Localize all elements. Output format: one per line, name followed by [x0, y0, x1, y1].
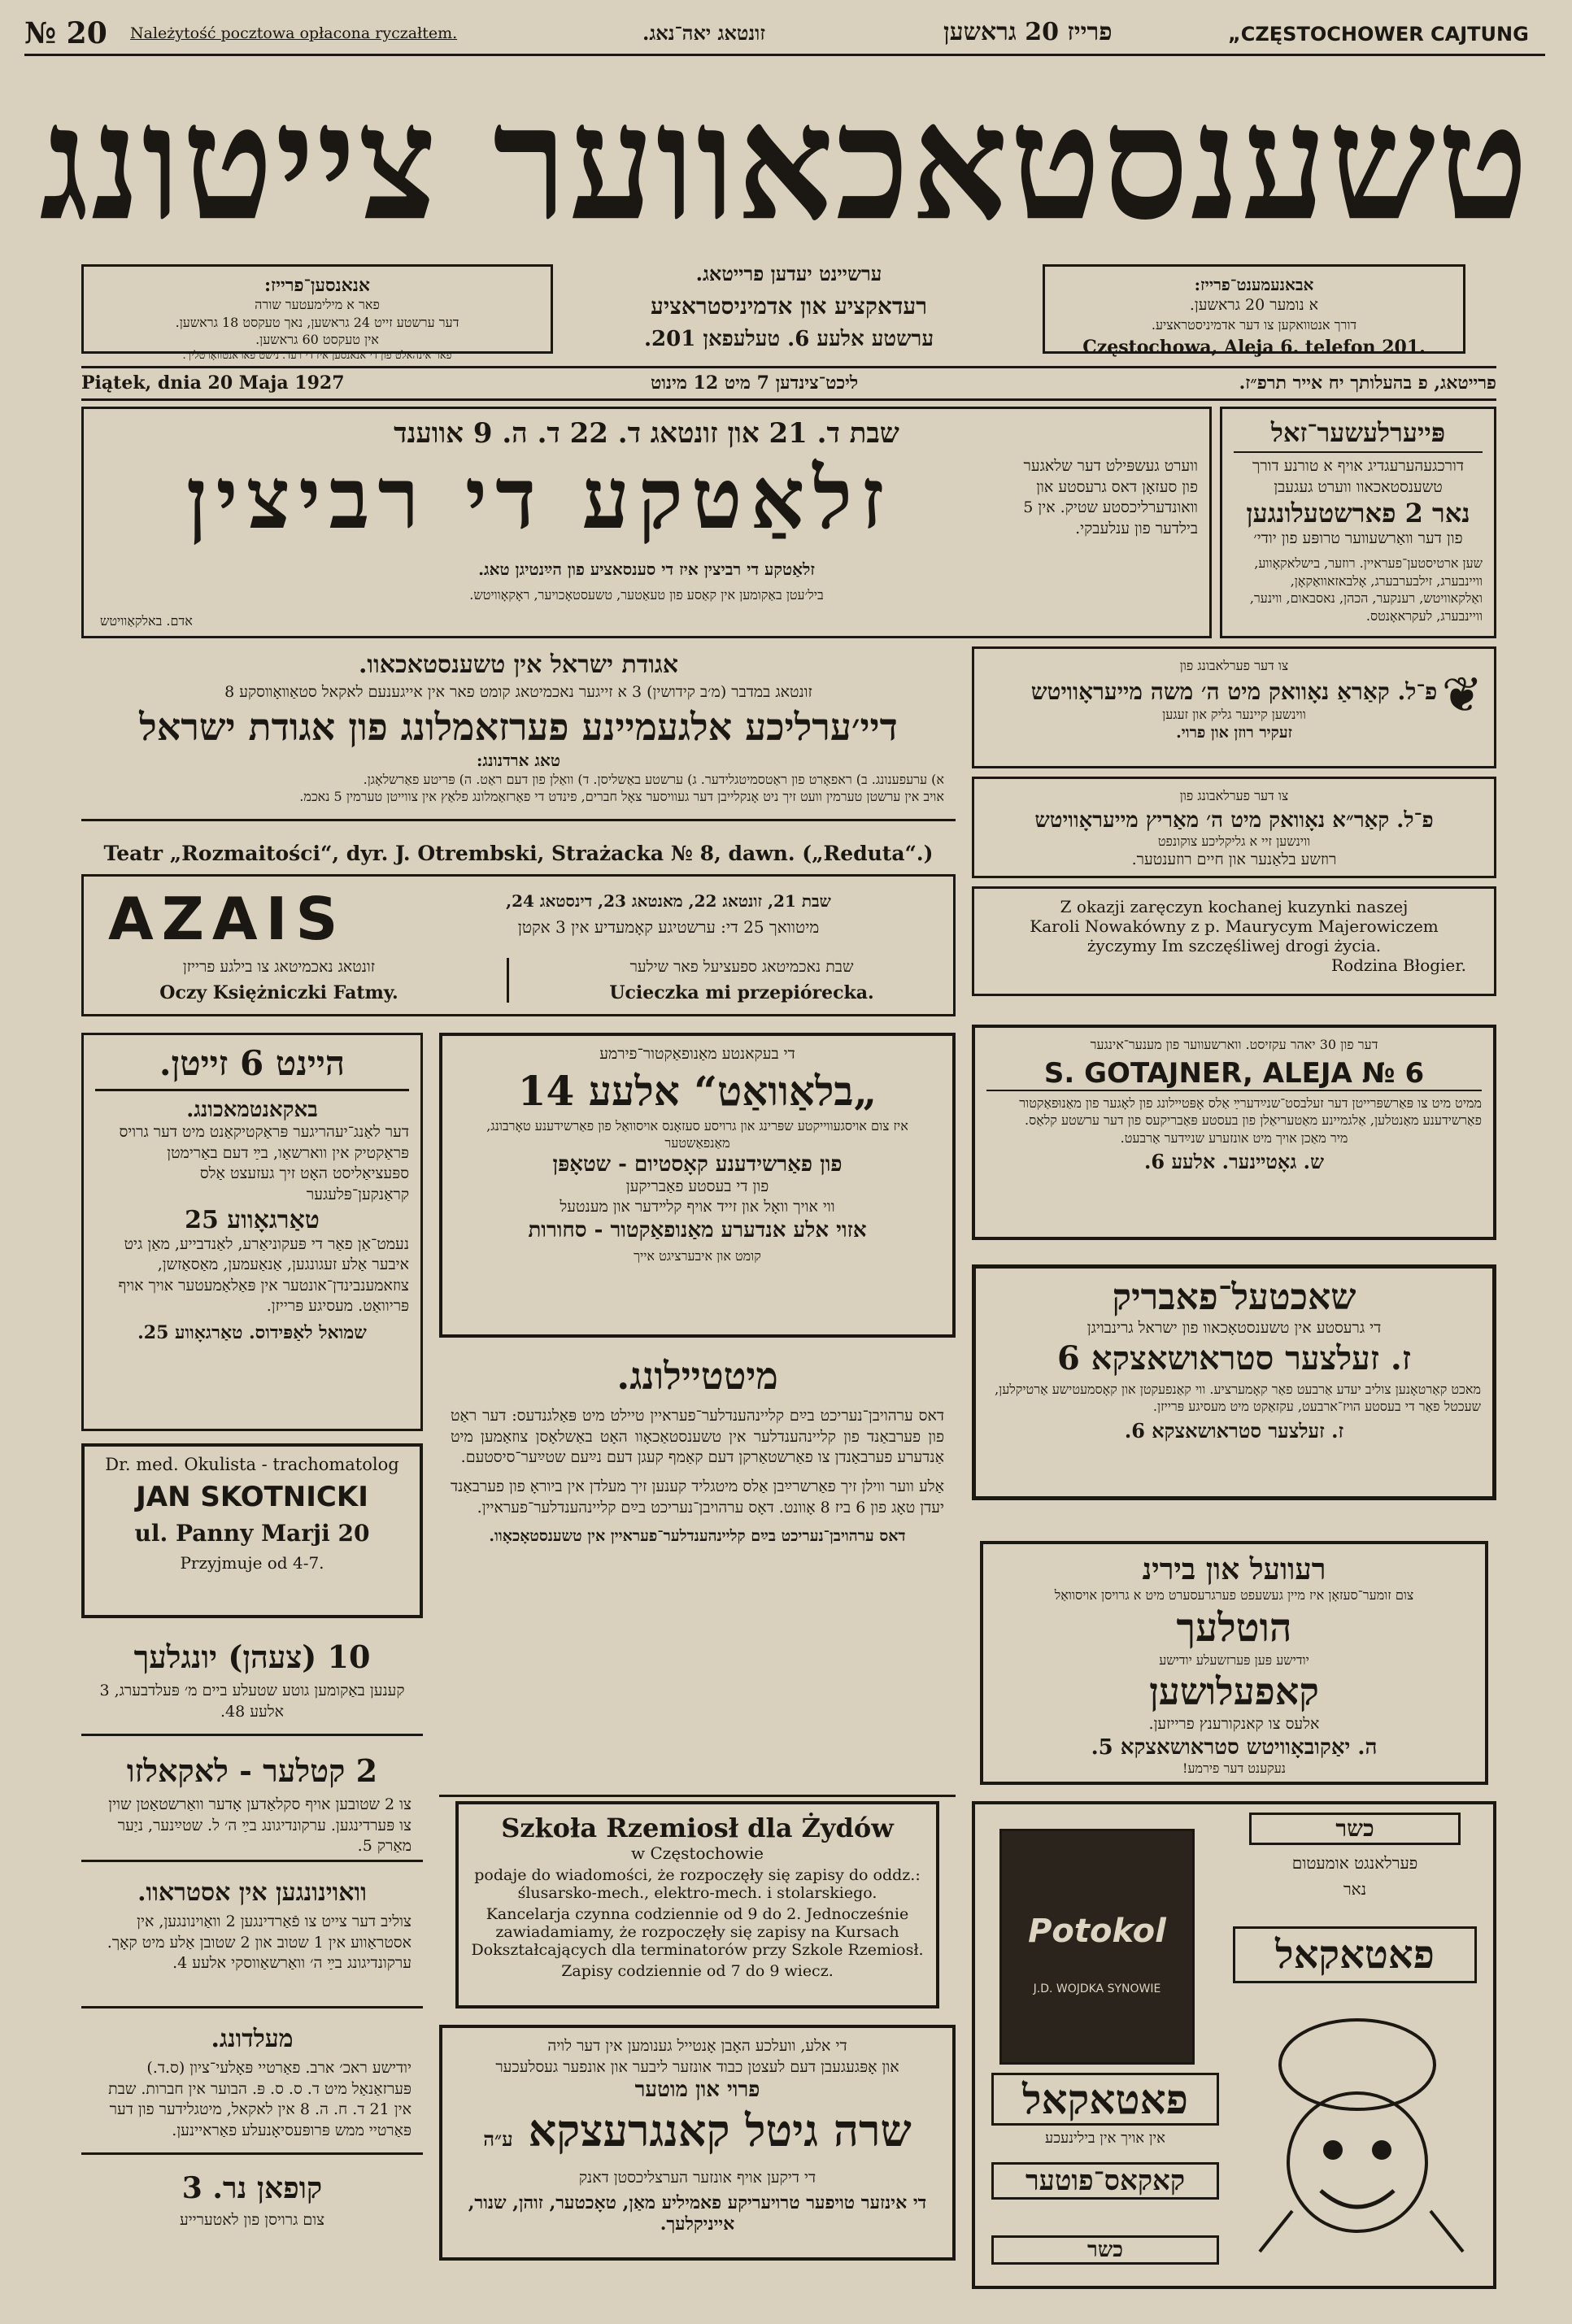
announcement-body: יודישע ראכ׳ ארב. פאַרטיי פּאָלעי־ציון (ס.ד.) פּערזאַנאַל מיט ד. ס. ס. פּ. הבוער אין חברות. שבת אין 21 ד. ח. ה. 8 אין לאקאל, מיטגלידער פון דער פּאַרטיי ממש פּרופּעסיאָנעלע פאַראיינען.	[108, 2059, 412, 2139]
date-hebrew: פרייטאג, פ בהעלותך יח אייר תרפ״ז.	[1239, 372, 1496, 394]
wine-brand-2: קאפעלושען	[1149, 1669, 1319, 1714]
theatre-title: AZAIS	[108, 885, 346, 953]
coupon-title: קופאן נר. 3	[181, 2171, 323, 2205]
clothing-line-3: פון די בעסטע פאַבריקען	[625, 1177, 769, 1195]
memorial-thanks: די דיקען אויף אונזער הערצליכסטן דאנק	[578, 2169, 816, 2187]
coupon-ad	[81, 2163, 423, 2252]
wine-body: צום זומער־סעזאָן איז מיין געשעפט פערגרעסערט מיט א גרויסן אויסוואַל	[1054, 1587, 1414, 1603]
ad-prices-box	[81, 264, 553, 362]
engagement-1-names: פ־ל. קאַראַ נאָוואק מיט ה׳ משה מייעראָוויטש	[1030, 677, 1438, 705]
school-body: podaje do wiadomości, że rozpoczęły się zapisy do oddz.: ślusarsko-mech., elektro-mech. i stolarskiego.	[474, 1866, 921, 1902]
memorial-name	[454, 2102, 941, 2168]
doctor-address: ul. Panny Marji 20	[134, 1520, 370, 1547]
announcement-ad	[81, 2017, 423, 2155]
school-ad	[455, 1801, 939, 2008]
cocoa-brand-right: פאטאקאל	[1233, 1926, 1477, 1983]
tailors-body: צו 2 שטובען אויף סקלאַדען אָדער וואַרשטאַטן שוין צו פּערדינגען. ערקונדיגונג בײַ ה׳ ל. שטײַנער, ניַער מאַרק 5.	[108, 1795, 412, 1856]
apartments-title: וואוינונגען אין אסטראוו.	[137, 1878, 367, 1907]
mitteilung-title: מיטטיילונג.	[616, 1354, 778, 1398]
clothing-footer: קומט און איבערציגט אייך	[634, 1248, 761, 1264]
date-rule-bottom	[81, 398, 1496, 401]
clothing-title: „בלאַוואַט“ אלעע 14	[517, 1066, 877, 1115]
theatre-dates: שבת 21, זונטאג 22, מאנטאג 23, דינסטאג 24,	[506, 891, 831, 911]
subtitle: ערשיינט יעדען פרייטאג.	[695, 262, 882, 285]
gotajner-name: S. GOTAJNER, ALEJA № 6	[986, 1057, 1482, 1091]
theatre-dates-2: מיטוואך 25 די: ערשטיגע קאָמעדיע אין 3 אקטן	[517, 917, 820, 937]
theatre-name: Teatr „Rozmaitości“, dyr. J. Otrembski, Strażacka № 8, dawn. („Reduta“.)	[103, 842, 934, 865]
masthead-title: טשענסטאכאווער צייטונג	[39, 68, 1531, 256]
wine-brand-1: הוטלעך	[1176, 1604, 1292, 1651]
today-address: טאַרגאָווע 25	[185, 1205, 320, 1234]
engagement-2-names: פ־ל. קאַר״א נאָוואק מיט ה׳ מאַריץ מייעראָוויטש	[1034, 807, 1434, 833]
tailors-ad	[81, 1744, 423, 1862]
theatre-ad	[81, 874, 956, 1016]
memorial-line-3: פרוי און מוטער	[634, 2078, 760, 2103]
issue-number: № 20	[24, 16, 107, 50]
school-hours: Zapisy codziennie od 7 do 9 wiecz.	[561, 1962, 834, 1980]
doctor-line-1: Dr. med. Okulista - trachomatolog	[105, 1455, 399, 1474]
postal-note: Należytość pocztowa opłacona ryczałtem.	[130, 24, 458, 42]
pearl-hall-sub: פון דער װאַרשעװער טרופּע פון יודי׳	[1253, 529, 1463, 548]
theatre-header	[81, 842, 956, 874]
coupon-body: צום גרויסן פון לאטערייע	[179, 2211, 325, 2229]
ad-prices-line-3: אין טעקסט 60 גראשען.	[255, 332, 379, 348]
engagement-1-wish: ווינשען קיינער גליק און זעגען	[1162, 706, 1306, 722]
today-body: דער לאַנג־יעהריגער פּראַקטיקאַנט מיט דער גרויס פּראַקטיק אין ווארשאַו, בײַ דעם באַרימטן ספּעציאַליסט האָט זיך געזעצט אַלס קראַנקען־פּלעגער	[119, 1123, 409, 1203]
pearl-hall-main: נאר 2 פארשטעלונגען	[1246, 498, 1470, 529]
engagement-2-wish: ווינשען זיי א גליקליכע צוקונפט	[1157, 833, 1311, 849]
clothing-body: איז צום אויסגעווייקטע שפּרינג און גרויסע סעזאָנס אויסוואַל פון פאַרשידענע טאָרבונג, מאַנפאַשטער	[486, 1117, 908, 1151]
today-announcement	[81, 1033, 423, 1431]
zlatke-cast: ביל׳עטן באַקומען אין קאַסע פון טעאַטער, טשעסטאָכויער, ראָקאָוויטש.	[469, 587, 824, 603]
memorial-line-2: און אָפּגעגעבן דעם לעצטן כבוד אונזער ליבער און אונפער געסלעכער	[495, 2057, 899, 2076]
engagement-2-small: צו דער פערלאבונג פון	[1179, 788, 1289, 803]
engagement-2-from: רוזשע בלאַנער און חיים רוזענטער.	[1131, 851, 1337, 869]
date-line	[81, 369, 1496, 398]
wine-body-2: יודישע פּען פּערזשעלע יודישע	[1159, 1652, 1309, 1668]
theatre-right-he: שבת נאכמיטאג ספעציעל פאר שילער	[629, 958, 854, 976]
engagement-pl-line-2: Karoli Nowakówny z p. Maurycym Majerowiczem	[1030, 916, 1439, 936]
top-strip	[24, 15, 1545, 52]
cocoa-brand-left: פאטאקאל	[991, 2073, 1219, 2126]
cocoa-sub: אין אויך אין בילינעכע	[1045, 2130, 1165, 2147]
gotajner-sign: ש. גאָטײנער. אלעע 6.	[1144, 1150, 1324, 1174]
date-latin: Piątek, dnia 20 Maja 1927	[81, 372, 345, 394]
today-body-2: נעמט־אַן פאַר די פּעקוניאַרע, לאַנדבייע, מאַן גיט איבער אַלע זעגונגען, אַנאַעמען, מאַסאַזשן, צוזאמענבינדן־אונטער אין פּאַלאַמעטער אויך אויף פּריוואַט. מעסיגע פּרייזן.	[118, 1234, 409, 1316]
clothing-line-5: אזוי אלע אנדערע מאַנופאַקטור - סחורות	[528, 1218, 867, 1243]
box-factory-name: ז. זעלצער סטראושאצקא 6	[1057, 1338, 1411, 1377]
subscription-line-2: דורך אנטוואקען צו דער אדמיניסטראציע.	[1151, 316, 1357, 333]
zlatke-side: ווערט געשפּילט דער שלאגער פון סעזאָן דאס גרעסטע און װאונדערליכסטע שטיק. אין 5 בילדער פון ענלעבקי.	[1023, 457, 1198, 537]
announcement-title: מעלדונג.	[211, 2025, 294, 2053]
candle-lighting: ליכט־צינדען 7 מיט 12 מינוט	[651, 372, 859, 394]
ad-prices-title: אנאנסען־פרייז:	[263, 275, 371, 296]
doctor-name: JAN SKOTNICKI	[136, 1481, 368, 1513]
memorial-notice	[439, 2025, 956, 2261]
box-factory-title: שאכטעל־פאבריק	[1112, 1277, 1356, 1318]
memorial-name-suffix: ע״ה	[483, 2127, 513, 2152]
today-sign: שמואל לאַפּידוס. טאַרגאָווע 25.	[137, 1322, 367, 1344]
memorial-line-1: די אלע, וועלכע האָבן אָנטייל גענומען אין דער לויה	[547, 2037, 847, 2055]
doctor-ad	[81, 1443, 423, 1618]
subscription-title: אבאנעמענט־פרייז:	[1194, 275, 1314, 294]
top-rule	[24, 54, 1545, 56]
wine-sign: ה. יאַקובאָוויטש סטראושאצקא 5.	[1091, 1734, 1378, 1760]
editorial-address: רעדאקציע און אדמיניסטראציע	[651, 293, 927, 320]
tailors-title: 2 קטלער - לאקאלזו	[126, 1752, 378, 1789]
boys-body: קענען באַקומען גוטע שטעלע ביים מ׳ פּעלדבערג, 3 אלעע 48.	[99, 1682, 405, 1721]
theatre-divider	[507, 958, 509, 1003]
mitteilung-body: דאס ערהויבן־נעריכט בײַם קליינהענדלער־פעראיין טיילט מיט פּאַלגנדעס: דער ראַט פון פערבאַנד פון קליינהענדלער אין טשענסטאַכאָוו האָט באַשלאָסן צוזאַמען מיט אַנדערע פערבאַנדן צו פאַרשטאַרקן דעם קאַמף קעגן דעם נײַעם שטײַער־סיסטעם.	[451, 1407, 944, 1467]
gotajner-ad	[972, 1025, 1496, 1240]
today-title: היינט 6 זייטן.	[95, 1043, 409, 1091]
wine-ad	[980, 1541, 1488, 1785]
pearl-hall-title: פּייערלעשער־זאל	[1234, 417, 1483, 453]
day-label: זונטאג יאה־נאג.	[642, 21, 766, 45]
memorial-sign: די אינזער טויפער טרויעריקע פאמיליע מאַן, טאָכטער, זוהן, שנור, אייניקלעך.	[468, 2191, 927, 2235]
pearl-hall-body: דורכגעהערעגדיג אויף א טורנע דורך טשענסטאכאוו ווערט געגעבן	[1252, 457, 1464, 496]
paper-latin-name: „CZĘSTOCHOWER CAJTUNG	[1228, 23, 1529, 46]
clothing-ad	[439, 1033, 956, 1338]
agudah-order: טאג ארדנונג:	[477, 750, 560, 770]
zlatke-line: זלאַטקע די רביצין איז די סענסאציע פון הײַנטיגן טאג.	[478, 559, 815, 579]
product-package	[999, 1829, 1195, 2065]
agudah-title: אגודת ישראל אין טשענסטאכאוו.	[358, 651, 679, 679]
school-city: w Częstochowie	[631, 1843, 764, 1863]
doctor-hours: Przyjmuje od 4-7.	[180, 1553, 324, 1573]
city-address: Częstochowa, Aleja 6. telefon 201.	[1082, 337, 1426, 359]
engagement-notice-pl	[972, 886, 1496, 996]
clothing-tag: די בעקאנטע מאַנופאַקטור־פירמע	[599, 1045, 795, 1063]
agudah-note: אויב אין ערשטן טערמין וועט זיך ניט אָנקלייבן דער געוויסער צאָל חברים, פינדט די פאַרזאַמלונג פלאַץ אין צווייטן טערמין 5 נאכמ.	[299, 789, 944, 805]
gotajner-extra: מיר מאַכן אויך מיט אונזערע שנײַדער אַרבעט.	[1120, 1129, 1348, 1146]
agudah-items: א) ערעפענונג. ב) ראפאָרט פון ראַטסמיטגלידער. ג) ערשטע באַשליסן. ד) וואַלן פון דעם ראַט. ה) פּריטע פאַרשלאָגן.	[363, 771, 944, 787]
kosher-top: כשר	[1249, 1813, 1461, 1845]
clothing-line-4: ווי אויך וואָל און זייד אויף קלײדער און מענטעל	[560, 1198, 835, 1216]
cocoa-top-line: פערלאנגט אומעטום	[1291, 1853, 1418, 1873]
engagement-1-from: זעקיר רוזן און פרוי.	[1176, 724, 1292, 742]
package-brand: Potokol	[1028, 1913, 1166, 1950]
zlatke-ad	[81, 407, 1212, 638]
subscription-box	[1043, 264, 1465, 359]
gotajner-intro: דער פון 30 יאהר עקזיסט. ווארשעווער פון מענער־אינגער	[1090, 1037, 1378, 1052]
zlatke-dates: שבת ד. 21 און זונטאג ד. 22 ד. ה. 9 אווענד	[394, 417, 899, 450]
engagement-notice-2	[972, 777, 1496, 878]
box-factory-body: מאכט קאַרטאָנען צוליב יעדע אַרבעט פאַר קאָמערציע. ווי קאַנפעקטן און קאָסמעטישע אַרטיקלען, שעכטל פאַר די בעסטע הויז־ארבעט, עקזאַקט מיט מעסיגע פּרייזן.	[995, 1381, 1481, 1415]
gotajner-body: ממיט מיט צו פּאַרשפּרייטן דער זעלבסט־שנײַדערײַ אַלס אָפּטיילונג פון לאָגער פון מאַנוּפאַקטור פאַרשידענע מאַנטלען, אַלגמיינע מאַטעריאַלן פון בעסטע פּאַבריקעס פון דער ערשטע קלאַס.	[1019, 1095, 1482, 1129]
engagement-notice-1	[972, 646, 1496, 768]
engagement-pl-sign: Rodzina Błogier.	[1331, 955, 1466, 975]
memorial-name-text: שרה גיטל קאנגרעצקא	[528, 2104, 912, 2157]
street-address: ערשטע אלעע 6. טעלעפאן 201.	[643, 327, 934, 351]
today-announce: באקאנטמאכונג.	[186, 1098, 318, 1122]
pearl-hall-list: שען ארטיסטען־פעראיין. רוזער, בישלאקאָווע, וויינבערג, זילבערבערג, אָלבאזאוואַקאָן, ואַלקאוויטש, רענקער, הכהן, נאסבאום, ווינער, וויינבערג, לעקראאָנטס.	[1249, 555, 1483, 624]
apartments-body: צוליב דער צייט צו פֿאַרדינגען 2 וואַוינונגען, אין אסטראַווע אין 1 שטוב און 2 שטובן אַלע מיט קאָך. ערקונדיגונג בײַ ה׳ וואַרשאַווסקי אלעע 4.	[107, 1913, 412, 1973]
apartments-ad	[81, 1870, 423, 2008]
ad-prices-line-4: פאר אינהאלט פון די אנאנסען איז די רעד. נישט פאראנטוואָרטליך.	[182, 349, 452, 362]
subscription-line-1: א נומער 20 גראשען.	[1189, 296, 1319, 314]
box-factory-subtitle: די גרעסטע אין טשענסטאָכאוו פון ישראל גרינבויגן	[1086, 1319, 1382, 1337]
cocoa-word: נאר	[1343, 1879, 1367, 1899]
boys-ad	[81, 1630, 423, 1736]
tulip-ornament: ❦	[1441, 667, 1483, 724]
date-rule-top	[81, 366, 1496, 368]
wine-title: רעוועל און בירינ	[1142, 1552, 1326, 1586]
ad-prices-line-1: פאר א מילימעטער שורה	[255, 297, 380, 312]
agudah-headline: דיי׳ערליכע אלגעמיינע פערזאמלונג פון אגודת ישראל	[139, 704, 898, 749]
wine-footer: נעקענט דער פירמע!	[1182, 1760, 1286, 1776]
box-factory-sign: ז. זעלצער סטראושאצקא 6.	[1124, 1418, 1344, 1443]
engagement-pl-line-3: życzymy Im szczęśliwej drogi życia.	[1086, 936, 1382, 955]
pearl-hall-ad	[1220, 407, 1496, 638]
cocoa-label: קאקאס־פוטער	[991, 2162, 1219, 2200]
kosher-bottom: כשר	[991, 2235, 1219, 2265]
theatre-left-he: זונטאג נאכמיטאג צו בילגע פרייזן	[182, 958, 376, 976]
theatre-left-pl: Oczy Księżniczki Fatmy.	[159, 982, 398, 1003]
agudah-notice	[81, 642, 956, 821]
engagement-1-small: צו דער פערלאבונג פון	[1179, 658, 1289, 673]
mitteilung-notice	[439, 1346, 956, 1797]
box-factory-ad	[972, 1264, 1496, 1500]
chef-illustration	[1243, 2008, 1479, 2276]
agudah-line-1: זונטאג במדבר (מ׳ב קידושין) 3 א זייגער נאכמיטאג קומט פאר אין אייגענעם לאקאל סטאַװאָװסקע 8	[224, 683, 812, 701]
zlatke-title: זלאַטקע די רביצין	[185, 448, 893, 548]
mitteilung-sign: דאס ערהויבן־נעריכט בײַם קליינהענדלער־פעראיין אין טשענסטאָכאָוו.	[489, 1527, 906, 1546]
editorial-box	[561, 262, 1017, 359]
engagement-pl-line-1: Z okazji zaręczyn kochanej kuzynki naszej	[1060, 897, 1409, 916]
ad-prices-line-2: דער ערשטע זייט 24 גראשען, נאך טעקסט 18 גראשען.	[175, 314, 459, 330]
school-title: Szkoła Rzemiosł dla Żydów	[501, 1813, 894, 1843]
cocoa-butter-ad	[972, 1801, 1496, 2289]
boys-title: 10 (צעהן) יונגלעך	[133, 1639, 371, 1675]
clothing-line-2: פון פאַרשידענע קאָסטיום - שטאָפּן	[552, 1151, 843, 1177]
wine-body-3: אלעס צו קאנקורענץ פרייזען.	[1148, 1715, 1320, 1734]
theatre-right-pl: Ucieczka mi przepiórecka.	[609, 982, 874, 1003]
zlatke-closing: אדם. באלקאַוויטש	[100, 613, 193, 629]
package-maker: J.D. WOJDKA SYNOWIE	[1033, 1982, 1161, 1995]
mitteilung-body-2: אַלע ווער ווילן זיך פאַרשרײַבן אַלס מיטגליד קענען זיך מעלדן אין ביוראָ פון פערבאַנד יעדן טאָג פון 6 ביז 8 אָוונט. דאָס ערהויבן־נעריכט בײַם קליינהענדלער־פעראיין.	[451, 1477, 944, 1517]
school-body-2: Kancelarja czynna codziennie od 9 do 2. Jednocześnie zawiadamiamy, że rozpoczęły się zapisy na Kursach Dokształcających dla terminatorów przy Szkole Rzemiosł.	[471, 1905, 924, 1959]
price-label: פרייז 20 גראשען	[943, 18, 1113, 46]
